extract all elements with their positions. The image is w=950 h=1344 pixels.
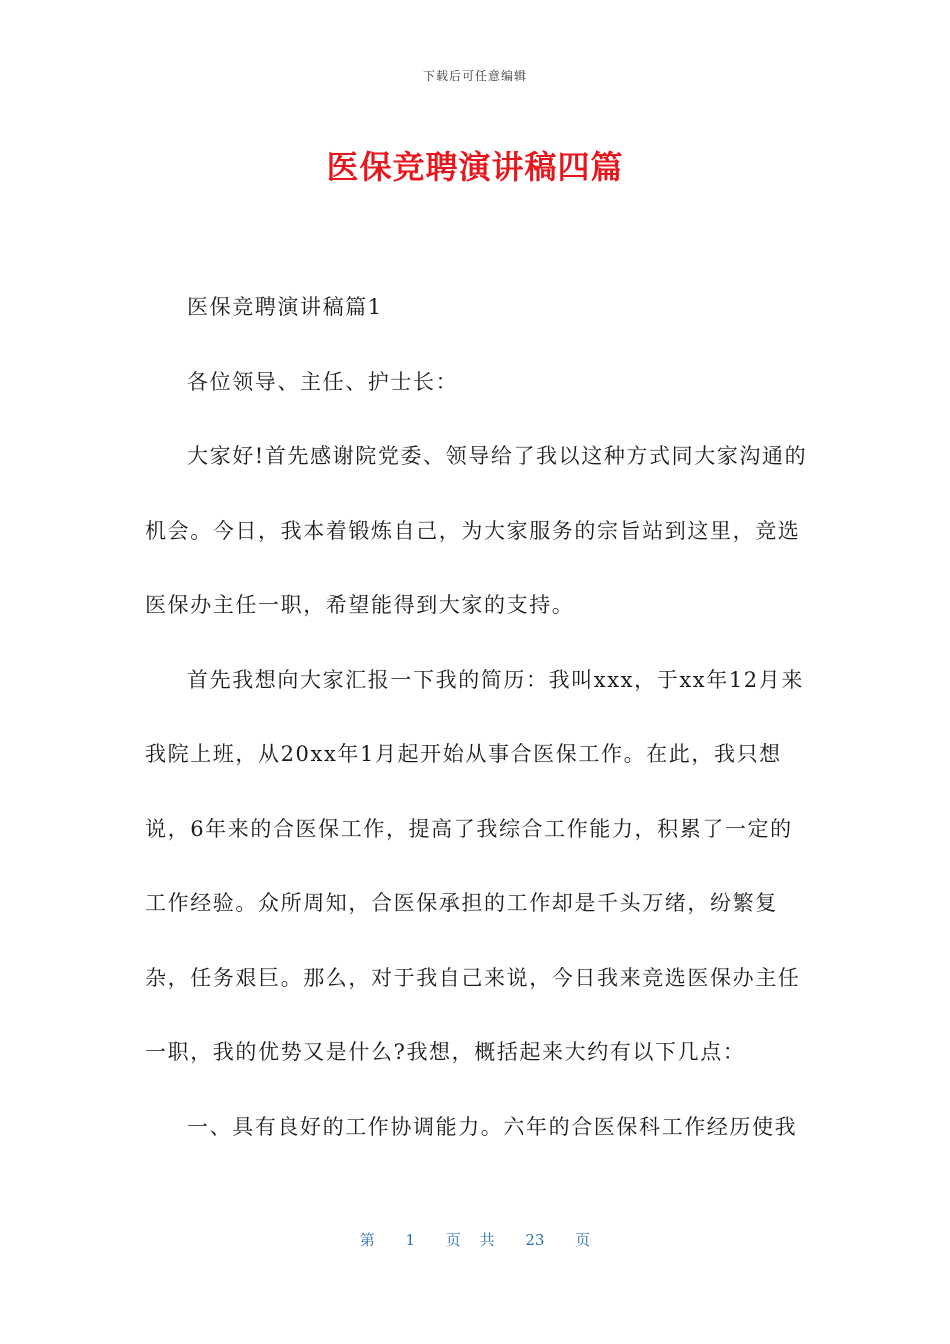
footer-prefix: 第 xyxy=(359,1231,375,1249)
footer-middle: 页 共 xyxy=(445,1231,495,1249)
paragraph-point-one: 一、具有良好的工作协调能力。六年的合医保科工作经历使我 xyxy=(187,1114,798,1139)
footer-suffix: 页 xyxy=(575,1231,591,1249)
current-page-number: 1 xyxy=(405,1231,416,1249)
paragraph-greeting: 大家好!首先感谢院党委、领导给了我以这种方式同大家沟通的机会。今日，我本着锻炼自己，为大家服务的宗旨站到这里，竞选医保办主任一职，希望能得到大家的支持。 xyxy=(145,444,808,617)
document-body xyxy=(145,270,810,1164)
paragraph-resume: 首先我想向大家汇报一下我的简历：我叫xxx，于xx年12月来我院上班，从20xx年1月起开始从事合医保工作。在此，我只想说，6年来的合医保工作，提高了我综合工作能力，积累了一定的工作经验。众所周知，合医保承担的工作却是千头万绪，纷繁复杂，任务艰巨。那么，对于我自己来说，今日我来竞选医保办主任一职，我的优势又是什么?我想，概括起来大约有以下几点： xyxy=(145,667,804,1064)
document-title: 医保竞聘演讲稿四篇 xyxy=(326,148,624,186)
section-heading: 医保竞聘演讲稿篇1 xyxy=(187,295,383,319)
salutation: 各位领导、主任、护士长： xyxy=(187,369,459,394)
header-note: 下载后可任意编辑 xyxy=(422,69,527,83)
page-footer xyxy=(0,1229,950,1250)
total-pages-number: 23 xyxy=(525,1231,545,1249)
